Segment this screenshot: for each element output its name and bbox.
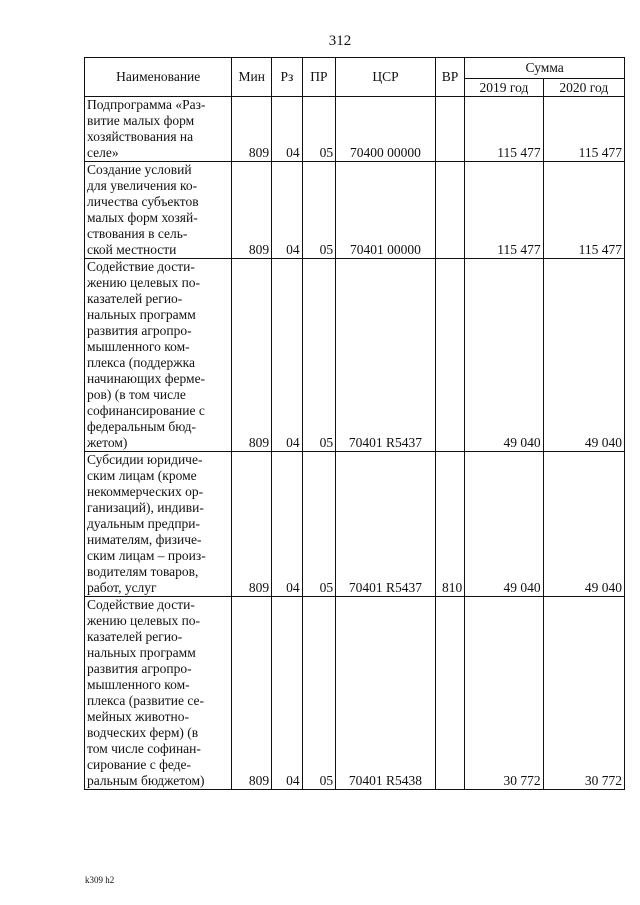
row-name: Подпрограмма «Раз- витие малых форм хозяйствования на селе» xyxy=(85,97,232,162)
row-2020: 49 040 xyxy=(543,259,624,452)
row-csr: 70401 R5438 xyxy=(336,597,436,790)
row-rz: 04 xyxy=(272,97,303,162)
header-year-2020: 2020 год xyxy=(543,79,624,97)
row-pr: 05 xyxy=(302,162,336,259)
row-name: Содействие дости- жению целевых по- казателей регио- нальных программ развития агропро- мышленного ком- плекса (поддержка начинающих ферме- ров) (в том числе софинансирование с федеральным бюд- жетом) xyxy=(85,259,232,452)
row-2020: 49 040 xyxy=(543,452,624,597)
row-vr xyxy=(435,259,464,452)
row-pr: 05 xyxy=(302,97,336,162)
footer-code: k309 h2 xyxy=(85,875,115,885)
row-2020: 115 477 xyxy=(543,97,624,162)
table-row xyxy=(85,259,625,452)
row-min: 809 xyxy=(232,97,272,162)
row-rz: 04 xyxy=(272,452,303,597)
row-vr xyxy=(435,162,464,259)
row-vr xyxy=(435,597,464,790)
row-2019: 30 772 xyxy=(465,597,543,790)
row-vr: 810 xyxy=(435,452,464,597)
row-min: 809 xyxy=(232,597,272,790)
row-rz: 04 xyxy=(272,259,303,452)
row-csr: 70401 R5437 xyxy=(336,452,436,597)
header-min: Мин xyxy=(232,58,272,97)
row-2020: 30 772 xyxy=(543,597,624,790)
table-row xyxy=(85,597,625,790)
budget-table xyxy=(84,57,625,790)
row-2019: 115 477 xyxy=(465,97,543,162)
table-row xyxy=(85,452,625,597)
header-sum: Сумма xyxy=(465,58,625,79)
row-2020: 115 477 xyxy=(543,162,624,259)
row-vr xyxy=(435,97,464,162)
row-csr: 70400 00000 xyxy=(336,97,436,162)
row-name: Создание условий для увеличения ко- личества субъектов малых форм хозяй- ствования в сель- ской местности xyxy=(85,162,232,259)
row-name: Субсидии юридиче- ским лицам (кроме некоммерческих ор- ганизаций), индиви- дуальным предпри- нимателям, физиче- ским лицам – произ- водителям товаров, работ, услуг xyxy=(85,452,232,597)
row-min: 809 xyxy=(232,162,272,259)
table-row xyxy=(85,97,625,162)
row-pr: 05 xyxy=(302,597,336,790)
row-2019: 115 477 xyxy=(465,162,543,259)
row-rz: 04 xyxy=(272,597,303,790)
row-2019: 49 040 xyxy=(465,452,543,597)
header-name: Наименование xyxy=(85,58,232,97)
row-csr: 70401 R5437 xyxy=(336,259,436,452)
header-rz: Рз xyxy=(272,58,303,97)
header-vr: ВР xyxy=(435,58,464,97)
row-min: 809 xyxy=(232,259,272,452)
header-year-2019: 2019 год xyxy=(465,79,543,97)
header-pr: ПР xyxy=(302,58,336,97)
row-pr: 05 xyxy=(302,452,336,597)
page-number: 312 xyxy=(328,33,352,49)
row-csr: 70401 00000 xyxy=(336,162,436,259)
row-rz: 04 xyxy=(272,162,303,259)
table-row xyxy=(85,162,625,259)
row-pr: 05 xyxy=(302,259,336,452)
row-2019: 49 040 xyxy=(465,259,543,452)
header-csr: ЦСР xyxy=(336,58,436,97)
row-min: 809 xyxy=(232,452,272,597)
row-name: Содействие дости- жению целевых по- казателей регио- нальных программ развития агропро- мышленного ком- плекса (развитие се- мейных животно- водческих ферм) (в том числе софинан- сирование с феде- ральным бюджетом) xyxy=(85,597,232,790)
